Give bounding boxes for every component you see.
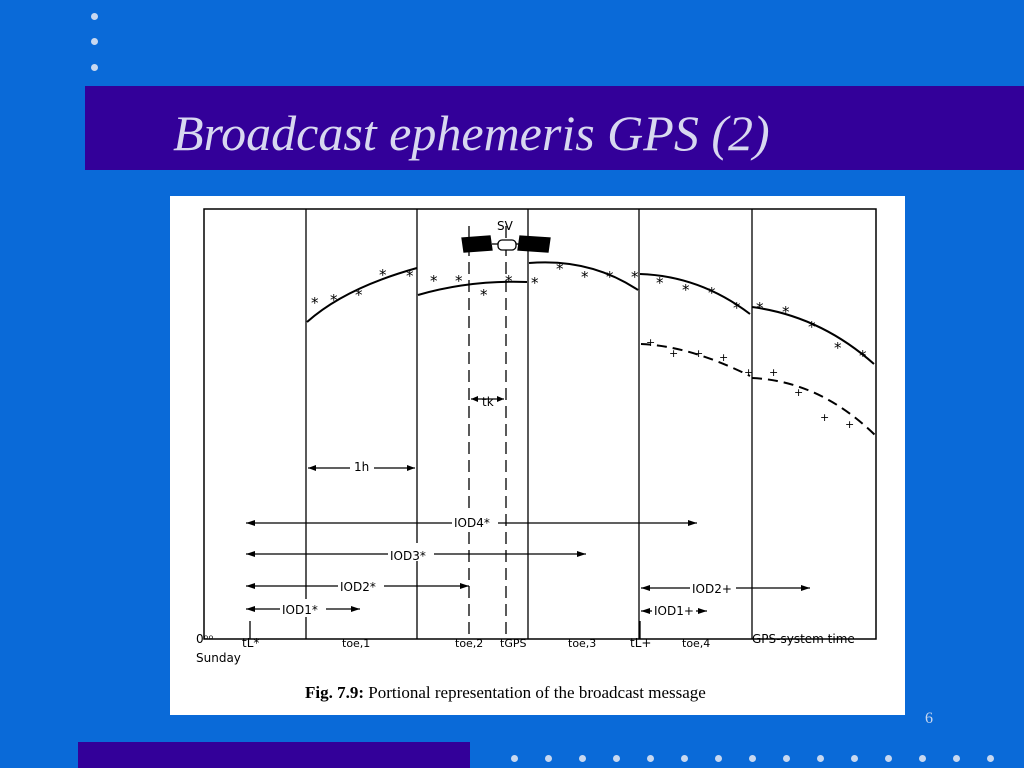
figure-caption (305, 683, 706, 703)
decorative-dot (91, 64, 98, 71)
svg-text:+: + (794, 386, 804, 399)
svg-text:*: * (455, 272, 463, 290)
svg-text:*: * (581, 268, 589, 286)
iod1-plus-arrow (641, 601, 707, 619)
iod1-star-arrow (246, 599, 360, 617)
svg-text:*: * (311, 294, 319, 312)
iod2-plus-arrow (641, 577, 810, 596)
decorative-dot (613, 755, 620, 762)
decorative-dot (817, 755, 824, 762)
plus-markers (646, 336, 854, 431)
axis-label-origin: 0ᵒᵒ (196, 632, 214, 646)
svg-text:*: * (834, 339, 842, 357)
bottom-band (78, 742, 470, 768)
axis-label-toe3: toe,3 (568, 637, 597, 650)
svg-text:*: * (708, 284, 716, 302)
svg-text:*: * (480, 286, 488, 304)
decorative-dot (715, 755, 722, 762)
broadcast-diagram (170, 196, 905, 715)
iod4-star-label: IOD4* (454, 516, 490, 530)
svg-text:*: * (330, 291, 338, 309)
iod3-star-arrow (246, 543, 586, 563)
svg-text:*: * (733, 299, 741, 317)
satellite-label: SV (497, 219, 513, 233)
satellite-icon (462, 236, 550, 252)
svg-text:+: + (669, 347, 679, 360)
figure-panel (170, 196, 905, 715)
svg-text:*: * (355, 286, 363, 304)
decorative-dot (545, 755, 552, 762)
page-number: 6 (925, 710, 933, 727)
iod1-plus-label: IOD1+ (654, 604, 694, 618)
svg-text:*: * (406, 267, 414, 285)
tk-label: tk (482, 395, 494, 409)
decorative-dot (579, 755, 586, 762)
axis-label-tl-star: tL* (242, 636, 260, 650)
svg-text:*: * (756, 299, 764, 317)
diagram-frame (204, 209, 876, 639)
svg-text:*: * (531, 274, 539, 292)
iod2-plus-label: IOD2+ (692, 582, 732, 596)
iod1-star-label: IOD1* (282, 603, 318, 617)
axis-label-toe1: toe,1 (342, 637, 371, 650)
svg-text:*: * (379, 266, 387, 284)
axis-label-tgps: tGPS (500, 637, 527, 650)
svg-text:+: + (744, 366, 754, 379)
svg-text:*: * (606, 268, 614, 286)
svg-text:+: + (719, 351, 729, 364)
caption-text: Portional representation of the broadcast message (368, 683, 706, 702)
iod2-star-arrow (246, 575, 469, 594)
svg-text:*: * (808, 318, 816, 336)
decorative-dot (647, 755, 654, 762)
svg-text:*: * (505, 272, 513, 290)
axis-label-sunday: Sunday (196, 651, 241, 665)
decorative-dot (885, 755, 892, 762)
svg-text:+: + (769, 366, 779, 379)
svg-text:*: * (656, 274, 664, 292)
iod3-star-label: IOD3* (390, 549, 426, 563)
svg-text:*: * (682, 281, 690, 299)
decorative-dot (91, 38, 98, 45)
predicted-orbit-curve (752, 378, 876, 436)
slide-title: Broadcast ephemeris GPS (2) (173, 105, 770, 161)
caption-label: Fig. 7.9: (305, 683, 365, 702)
svg-text:*: * (430, 272, 438, 290)
one-hour-label: 1h (354, 460, 370, 474)
decorative-dot (681, 755, 688, 762)
decorative-dot (851, 755, 858, 762)
svg-text:+: + (646, 336, 656, 349)
svg-text:+: + (820, 411, 830, 424)
decorative-dot (919, 755, 926, 762)
axis-label-toe4: toe,4 (682, 637, 711, 650)
svg-text:*: * (859, 347, 867, 365)
decorative-dot (953, 755, 960, 762)
axis-label-toe2: toe,2 (455, 637, 484, 650)
svg-text:+: + (694, 347, 704, 360)
decorative-dot (783, 755, 790, 762)
decorative-dot (511, 755, 518, 762)
axis-label-system-time: GPS-system time (752, 632, 855, 646)
iod2-star-label: IOD2* (340, 580, 376, 594)
decorative-dot (91, 13, 98, 20)
axis-label-tl-plus: tL+ (630, 636, 652, 650)
decorative-dot (749, 755, 756, 762)
svg-text:*: * (631, 268, 639, 286)
svg-text:*: * (782, 303, 790, 321)
decorative-dot (987, 755, 994, 762)
svg-text:+: + (845, 418, 855, 431)
iod4-star-arrow (246, 512, 697, 530)
svg-text:*: * (556, 260, 564, 278)
